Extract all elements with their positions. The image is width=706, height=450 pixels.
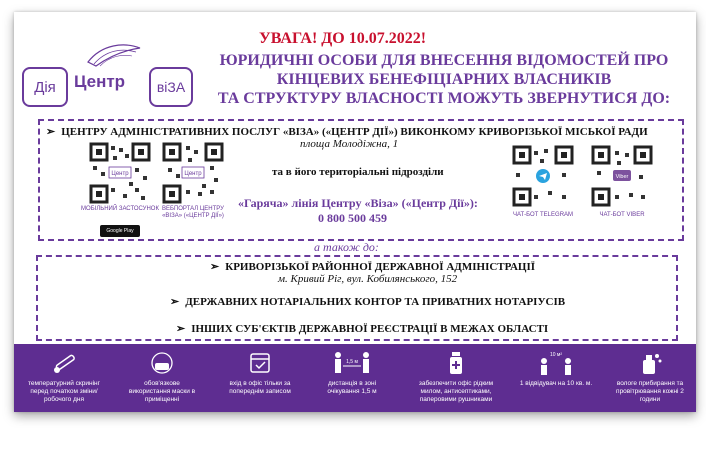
svg-text:Viber: Viber [615,174,629,180]
sanitizer-icon [441,350,471,376]
branches-text: та в його територіальні підрозділи [272,166,444,178]
hotline-text: «Гаряча» лінія Центру «Віза» («Центр Дії»): [238,196,478,210]
arrow-icon: ➢ [170,296,180,308]
warning-word: УВАГА! [259,30,318,47]
band-item-thermometer: температурний скринінг перед початком зміни/робочого дня [26,344,102,404]
warning-headline [259,30,426,48]
band-item-distance: 1,5 м дистанція в зоні очікування 1,5 м [314,344,390,396]
band-item-cleaning: вологе прибирання та провітрювання кожні 2 години [612,344,688,404]
also-text: а також до: [314,240,379,254]
qr-portal-label: ВЕБПОРТАЛ ЦЕНТРУ «ВІЗА» («ЦЕНТР ДІЇ») [162,206,224,219]
qr-telegram-label: ЧАТ-БОТ TELEGRAM [512,212,574,218]
deadline-date: ДО 10.07.2022! [321,30,427,47]
headline-line-3: ТА СТРУКТУРУ ВЛАСНОСТІ МОЖУТЬ ЗВЕРНУТИСЯ ДО: [217,90,671,107]
viza-logo: віЗА [149,67,193,107]
safety-rules-band [14,344,696,412]
center-logo: Центр [74,72,126,91]
poster [14,12,696,412]
qr-viber-icon[interactable] [591,145,653,207]
svg-text:Центр: Центр [184,171,202,177]
qr-portal-icon[interactable] [162,142,224,204]
headline-line-2: КІНЦЕВИХ БЕНЕФІЦІАРНИХ ВЛАСНИКІВ [276,71,612,88]
arrow-icon: ➢ [210,261,220,273]
district-admin-address: м. Кривий Ріг, вул. Кобилянського, 152 [278,273,458,285]
arrow-icon: ➢ [176,323,186,335]
band-item-mask: обов'язкове використання маски в приміщенні [124,344,200,404]
registration-subjects-item: ➢ ІНШИХ СУБ'ЄКТІВ ДЕРЖАВНОЇ РЕЄСТРАЦІЇ В МЕЖАХ ОБЛАСТІ [176,323,549,335]
people-icon [534,350,578,376]
notary-item: ➢ ДЕРЖАВНИХ НОТАРІАЛЬНИХ КОНТОР ТА ПРИВАТНИХ НОТАРІУСІВ [170,296,566,308]
svg-text:1,5 м: 1,5 м [346,359,358,365]
mask-icon [147,350,177,376]
cleaning-icon [635,350,665,376]
band-item-calendar: вхід в офіс тільки за попереднім записом [222,344,298,396]
qr-viber-label: ЧАТ-БОТ VIBER [599,212,645,218]
svg-text:Центр: Центр [111,171,129,177]
arrow-icon: ➢ [46,126,56,138]
qr-mobile-app-icon[interactable] [89,142,151,204]
band-item-people: 10 м² 1 відвідувач на 10 кв. м. [519,352,593,387]
google-play-badge[interactable]: Google Play [100,225,140,237]
svg-text:10 м²: 10 м² [549,352,563,358]
qr-telegram-icon[interactable] [512,145,574,207]
district-admin-item: ➢ КРИВОРІЗЬКОЇ РАЙОННОЇ ДЕРЖАВНОЇ АДМІНІСТРАЦІЇ [210,261,536,273]
qr-mobile-app-label: МОБІЛЬНИЙ ЗАСТОСУНОК [81,206,159,212]
hotline-phone[interactable]: 0 800 500 459 [318,211,387,225]
headline-line-1: ЮРИДИЧНІ ОСОБИ ДЛЯ ВНЕСЕННЯ ВІДОМОСТЕЙ ПРО [219,52,669,69]
feather-logo-icon [84,40,144,70]
calendar-icon [245,350,275,376]
band-item-sanitizer: забезпечити офіс рідким милом, антисептиками, паперовими рушниками [418,344,494,404]
thermometer-icon [49,350,79,376]
diya-logo: Дія [22,67,68,107]
center-services-title: ➢ ЦЕНТРУ АДМІНІСТРАТИВНИХ ПОСЛУГ «ВІЗА» («ЦЕНТР ДІЇ») ВИКОНКОМУ КРИВОРІЗЬКОЇ МІСЬКОЇ РАДИ [46,126,648,138]
distance-icon [330,350,374,376]
center-address: площа Молодіжна, 1 [300,138,399,150]
